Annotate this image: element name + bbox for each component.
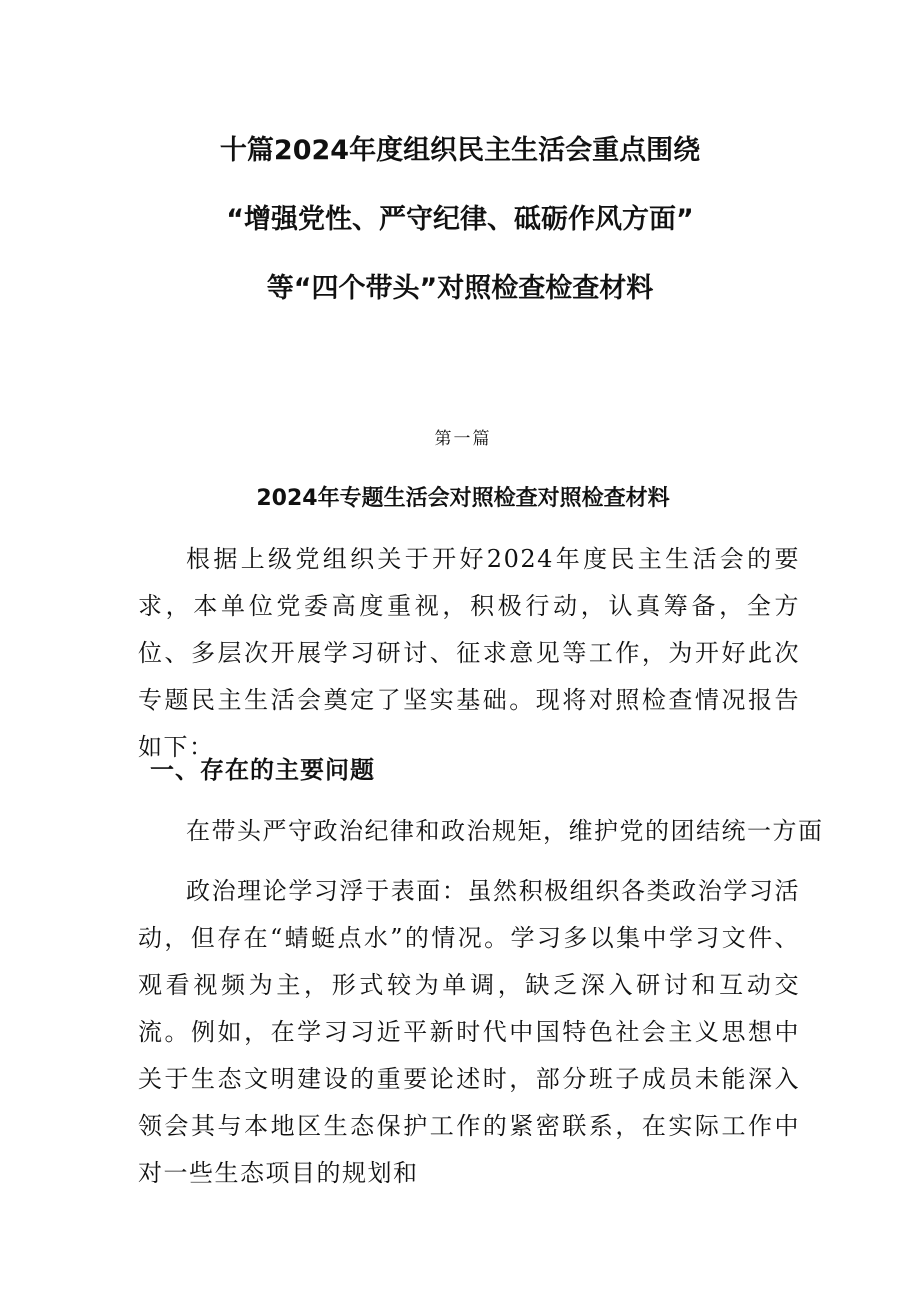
heading-main-problems: 一、存在的主要问题 (150, 756, 375, 784)
section-label: 第一篇 (434, 429, 492, 449)
sub-heading-paragraph: 在带头严守政治纪律和政治规矩，维护党的团结统一方面 (186, 817, 824, 845)
document-title-line-3: 等“四个带头”对照检查检查材料 (266, 273, 654, 304)
document-title-line-2: “增强党性、严守纪律、砥砺作风方面” (226, 204, 694, 235)
intro-paragraph: 根据上级党组织关于开好2024年度民主生活会的要求，本单位党委高度重视，积极行动，认真筹备，全方位、多层次开展学习研讨、征求意见等工作，为开好此次专题民主生活会奠定了坚实基础。现将对照检查情况报告如下： (138, 545, 800, 761)
section-subtitle: 2024年专题生活会对照检查对照检查材料 (256, 486, 670, 511)
body-paragraph: 政治理论学习浮于表面：虽然积极组织各类政治学习活动，但存在“蜻蜓点水”的情况。学习多以集中学习文件、观看视频为主，形式较为单调，缺乏深入研讨和互动交流。例如，在学习习近平新时代中国特色社会主义思想中关于生态文明建设的重要论述时，部分班子成员未能深入领会其与本地区生态保护工作的紧密联系，在实际工作中对一些生态项目的规划和 (138, 877, 800, 1187)
document-title-line-1: 十篇2024年度组织民主生活会重点围绕 (219, 135, 701, 166)
